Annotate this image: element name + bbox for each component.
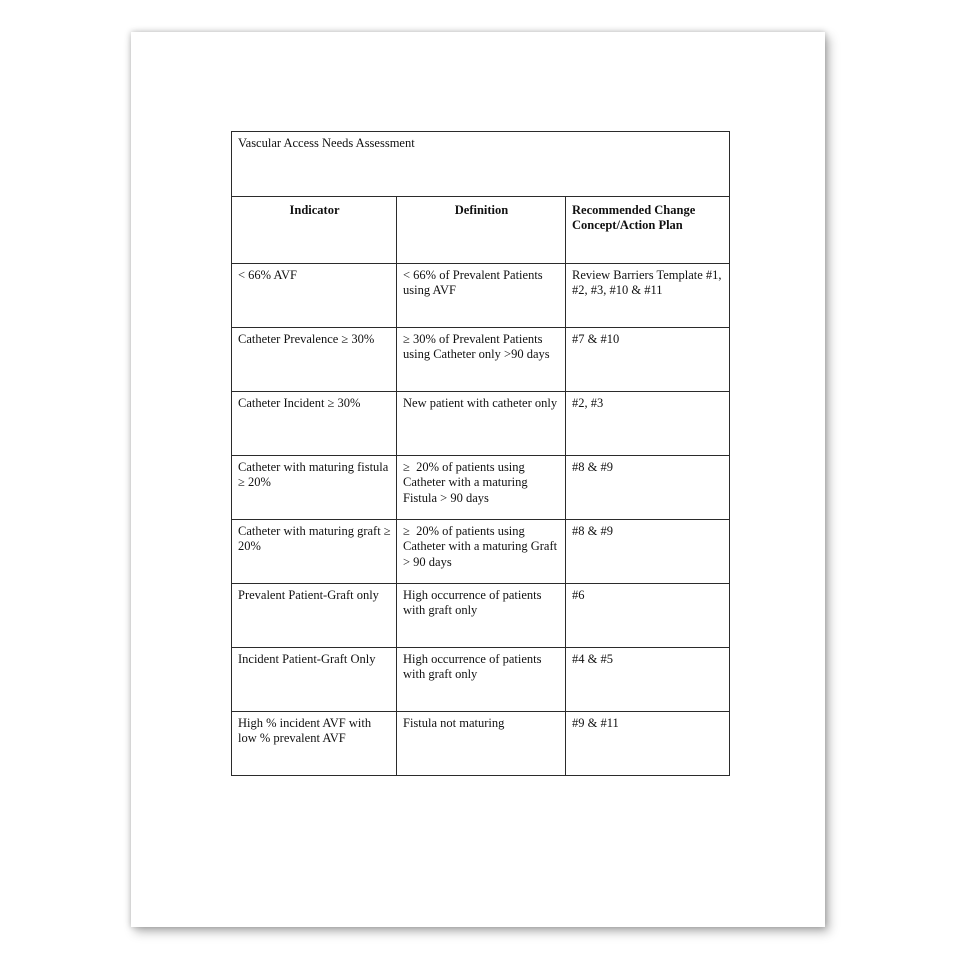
title-row bbox=[232, 132, 730, 197]
definition-cell: ≥ 20% of patients using Catheter with a maturing Fistula > 90 days bbox=[397, 456, 566, 520]
indicator-cell: Incident Patient-Graft Only bbox=[232, 648, 397, 712]
definition-cell: New patient with catheter only bbox=[397, 392, 566, 456]
plan-cell: #6 bbox=[566, 584, 730, 648]
indicator-cell: High % incident AVF with low % prevalent AVF bbox=[232, 712, 397, 776]
plan-cell: #8 & #9 bbox=[566, 520, 730, 584]
indicator-cell: < 66% AVF bbox=[232, 264, 397, 328]
definition-cell: < 66% of Prevalent Patients using AVF bbox=[397, 264, 566, 328]
table-row bbox=[232, 456, 730, 520]
page-title: Vascular Access Needs Assessment bbox=[232, 132, 730, 197]
plan-cell: #4 & #5 bbox=[566, 648, 730, 712]
indicator-cell: Catheter Prevalence ≥ 30% bbox=[232, 328, 397, 392]
document-page bbox=[131, 32, 825, 927]
plan-cell: #2, #3 bbox=[566, 392, 730, 456]
indicator-cell: Catheter with maturing fistula ≥ 20% bbox=[232, 456, 397, 520]
definition-cell: ≥ 30% of Prevalent Patients using Catheter only >90 days bbox=[397, 328, 566, 392]
column-header-indicator: Indicator bbox=[232, 197, 397, 264]
plan-cell: #7 & #10 bbox=[566, 328, 730, 392]
definition-cell: ≥ 20% of patients using Catheter with a maturing Graft > 90 days bbox=[397, 520, 566, 584]
table-row bbox=[232, 584, 730, 648]
definition-cell: High occurrence of patients with graft only bbox=[397, 648, 566, 712]
definition-cell: Fistula not maturing bbox=[397, 712, 566, 776]
table-row bbox=[232, 648, 730, 712]
column-header-plan: Recommended Change Concept/Action Plan bbox=[566, 197, 730, 264]
table-row bbox=[232, 264, 730, 328]
column-header-definition: Definition bbox=[397, 197, 566, 264]
table-row bbox=[232, 392, 730, 456]
header-row bbox=[232, 197, 730, 264]
table-row bbox=[232, 712, 730, 776]
assessment-table bbox=[231, 131, 730, 776]
plan-cell: #9 & #11 bbox=[566, 712, 730, 776]
definition-cell: High occurrence of patients with graft only bbox=[397, 584, 566, 648]
indicator-cell: Catheter Incident ≥ 30% bbox=[232, 392, 397, 456]
indicator-cell: Prevalent Patient-Graft only bbox=[232, 584, 397, 648]
indicator-cell: Catheter with maturing graft ≥ 20% bbox=[232, 520, 397, 584]
table-row bbox=[232, 520, 730, 584]
table-row bbox=[232, 328, 730, 392]
plan-cell: #8 & #9 bbox=[566, 456, 730, 520]
plan-cell: Review Barriers Template #1, #2, #3, #10 & #11 bbox=[566, 264, 730, 328]
